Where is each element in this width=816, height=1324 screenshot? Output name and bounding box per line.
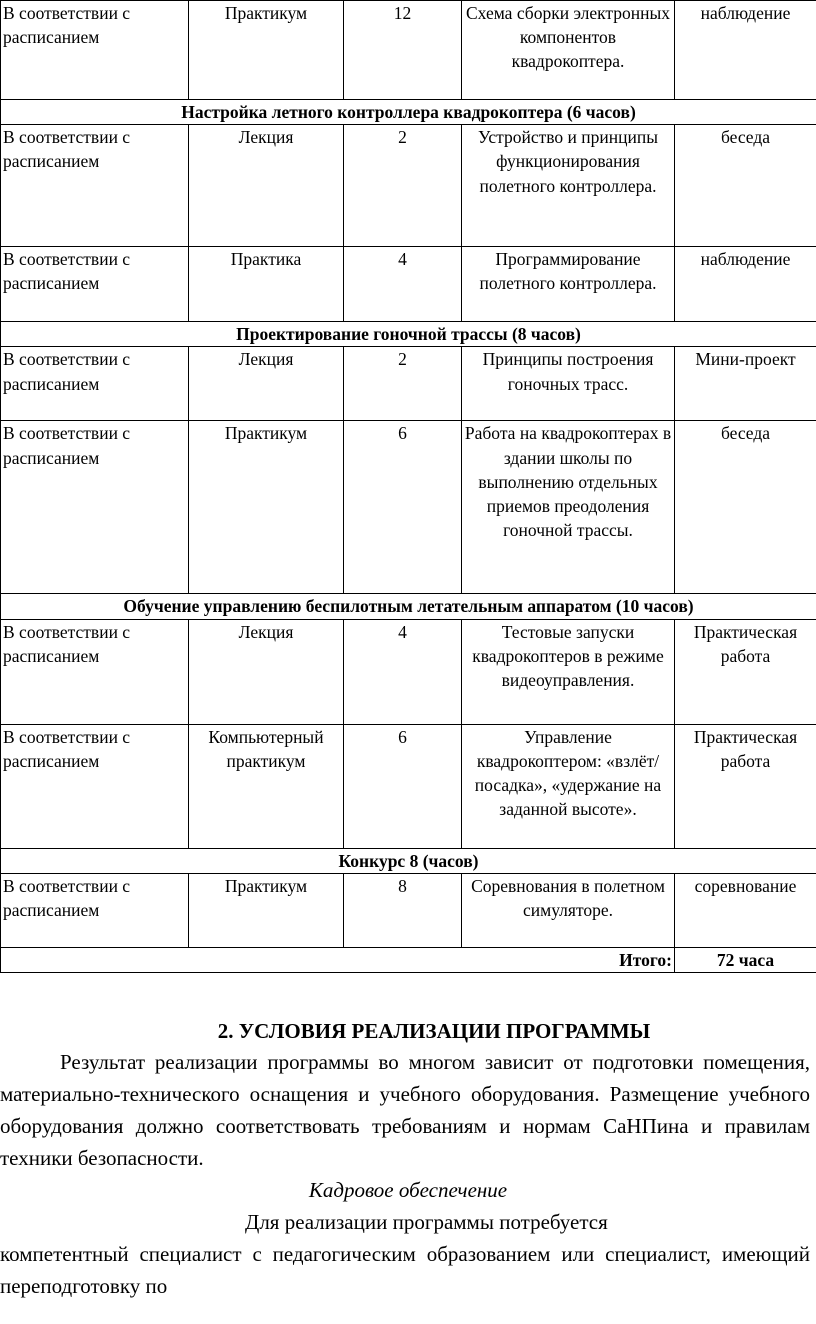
section-title: Обучение управлению беспилотным летательным аппаратом (10 часов) [1,594,816,619]
topic-cell: Принципы построения гоночных трасс. [462,347,675,421]
section-row [1,594,816,619]
topic-cell: Работа на квадрокоптерах в здании школы по выполнению отдельных приемов преодоления гоночной трассы. [462,421,675,594]
section-row [1,100,816,125]
form-cell: Компьютерный практикум [189,724,344,848]
staffing-line-1: Для реализации программы потребуется [245,1210,608,1234]
schedule-cell: В соответствии с расписанием [1,247,189,322]
staffing-line-2: компетентный специалист с педагогическим образованием или специалист, имеющий переподготовку по [0,1242,810,1298]
section-title: Проектирование гоночной трассы (8 часов) [1,322,816,347]
topic-cell: Схема сборки электронных компонентов квадрокоптера. [462,1,675,100]
schedule-cell: В соответствии с расписанием [1,619,189,724]
section-title: Настройка летного контроллера квадрокоптера (6 часов) [1,100,816,125]
form-cell: Лекция [189,619,344,724]
form-cell: Практикум [189,421,344,594]
hours-cell: 2 [344,125,462,247]
control-cell: наблюдение [675,1,816,100]
table-row [1,421,816,594]
hours-cell: 4 [344,247,462,322]
conditions-paragraph: Результат реализации программы во многом зависит от подготовки помещения, материально-технического оснащения и учебного оборудования. Размещение учебного оборудования должно соответствовать требованиям и нормам СаНПина и правилам техники безопасности. [0,1050,810,1170]
topic-cell: Программирование полетного контроллера. [462,247,675,322]
schedule-cell: В соответствии с расписанием [1,1,189,100]
table-row [1,247,816,322]
hours-cell: 4 [344,619,462,724]
form-cell: Практикум [189,1,344,100]
table-row [1,724,816,848]
hours-cell: 6 [344,724,462,848]
form-cell: Лекция [189,125,344,247]
section-heading: 2. УСЛОВИЯ РЕАЛИЗАЦИИ ПРОГРАММЫ [217,1019,651,1043]
schedule-cell: В соответствии с расписанием [1,125,189,247]
staffing-subheading: Кадровое обеспечение [308,1178,508,1202]
form-cell: Практика [189,247,344,322]
schedule-cell: В соответствии с расписанием [1,873,189,947]
table-row [1,619,816,724]
section-title: Конкурс 8 (часов) [1,848,816,873]
table-row [1,125,816,247]
control-cell: Мини-проект [675,347,816,421]
hours-cell: 12 [344,1,462,100]
form-cell: Практикум [189,873,344,947]
total-row [1,947,816,972]
control-cell: наблюдение [675,247,816,322]
schedule-cell: В соответствии с расписанием [1,347,189,421]
table-row [1,347,816,421]
table-row [1,873,816,947]
hours-cell: 8 [344,873,462,947]
table-row [1,1,816,100]
topic-cell: Устройство и принципы функционирования полетного контроллера. [462,125,675,247]
schedule-cell: В соответствии с расписанием [1,421,189,594]
topic-cell: Соревнования в полетном симуляторе. [462,873,675,947]
section-row [1,848,816,873]
conditions-section [0,1016,816,1302]
total-value: 72 часа [675,947,816,972]
hours-cell: 2 [344,347,462,421]
control-cell: Практическая работа [675,619,816,724]
schedule-cell: В соответствии с расписанием [1,724,189,848]
form-cell: Лекция [189,347,344,421]
total-label: Итого: [1,947,675,972]
staffing-text [0,1206,816,1302]
topic-cell: Управление квадрокоптером: «взлёт/посадка», «удержание на заданной высоте». [462,724,675,848]
hours-cell: 6 [344,421,462,594]
topic-cell: Тестовые запуски квадрокоптеров в режиме видеоуправления. [462,619,675,724]
control-cell: беседа [675,421,816,594]
control-cell: Практическая работа [675,724,816,848]
control-cell: беседа [675,125,816,247]
section-row [1,322,816,347]
control-cell: соревнование [675,873,816,947]
